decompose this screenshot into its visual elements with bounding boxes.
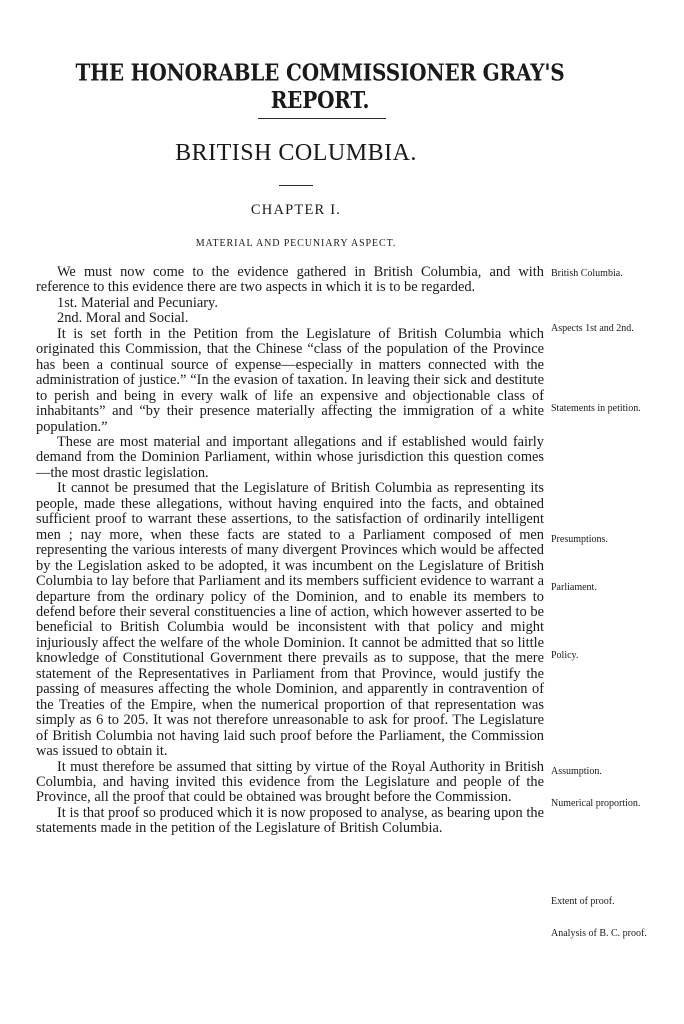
side-note: British Columbia.: [551, 268, 623, 279]
side-note: Analysis of B. C. proof.: [551, 928, 647, 939]
body-text: [36, 265, 544, 837]
chapter-heading: CHAPTER I.: [250, 202, 342, 218]
side-note: Extent of proof.: [551, 896, 615, 907]
section-title: BRITISH COLUMBIA.: [175, 140, 417, 166]
paragraph-allegations: These are most material and important allegations and if established would fairly demand from the Dominion Parliament, within whose jurisdiction this question comes—the most drastic legislation.: [36, 433, 544, 481]
side-note: Numerical proportion.: [551, 798, 641, 809]
paragraph-petition: It is set forth in the Petition from the Legislature of British Columbia which originated this Commission, that the Chinese “class of the population of the Province has been a continual source of expense—especially in matters connected with the administration of justice.” “In the evasion of taxation. In leaving their sick and destitute to perish and being in every walk of life an expensive and objectionable class of inhabitants” and “by their presence materially affecting the immigration of a white population.”: [36, 325, 544, 435]
chapter-subheading: MATERIAL AND PECUNIARY ASPECT.: [195, 238, 397, 249]
paragraph-presumption: It cannot be presumed that the Legislature of British Columbia as representing its people, made these allegations, without having enquired into the facts, and obtained sufficient proof to warrant these assertions, to the satisfaction of ordinarily intelligent men ; nay more, when these facts are stated to a Parliament composed of men representing the various interests of many divergent Provinces which would be affected by the Legislation asked to be adopted, it was incumbent on the Legislature of British Columbia to lay before that Parliament and its members sufficient evidence to warrant a departure from the ordinary policy of the Dominion, and to enable its members to defend before their several constituencies a line of action, which however asserted to be beneficial to British Columbia would be inconsistent with that policy and might injuriously affect the welfare of the whole Dominion. It cannot be admitted that so little knowledge of Constitutional Government there prevails as to suppose, that the mere statement of the Representatives in Parliament from that Province, would justify the passing of measures affecting the whole Dominion, and apparently in contravention of the Treaties of the Empire, when the numerical proportion of that representation was simply as 6 to 205. It was not therefore unreasonable to ask for proof. The Legislature of British Columbia not having laid such proof before the Parliament, the Commission was issued to obtain it.: [36, 480, 544, 760]
aspect-item-2: 2nd. Moral and Social.: [57, 310, 189, 327]
title-divider: [258, 118, 386, 119]
paragraph-intro: We must now come to the evidence gathered in British Columbia, and with reference to this evidence there are two aspects in which it is to be regarded.: [36, 264, 544, 296]
side-note: Parliament.: [551, 582, 597, 593]
aspect-item-1: 1st. Material and Pecuniary.: [57, 294, 218, 311]
paragraph-assumption: It must therefore be assumed that sitting by virtue of the Royal Authority in British Columbia, and having invited this evidence from the Legislature and people of the Province, all the proof that could be obtained was brought before the Commission.: [36, 758, 544, 806]
side-note: Aspects 1st and 2nd.: [551, 323, 634, 334]
short-divider: [279, 185, 313, 186]
side-note: Policy.: [551, 650, 579, 661]
paragraph-analysis: It is that proof so produced which it is now proposed to analyse, as bearing upon the statements made in the petition of the Legislature of British Columbia.: [36, 804, 544, 837]
side-note: Presumptions.: [551, 534, 608, 545]
running-title: THE HONORABLE COMMISSIONER GRAY'S REPORT.: [75, 58, 565, 114]
side-note: Statements in petition.: [551, 403, 641, 414]
side-note: Assumption.: [551, 766, 602, 777]
